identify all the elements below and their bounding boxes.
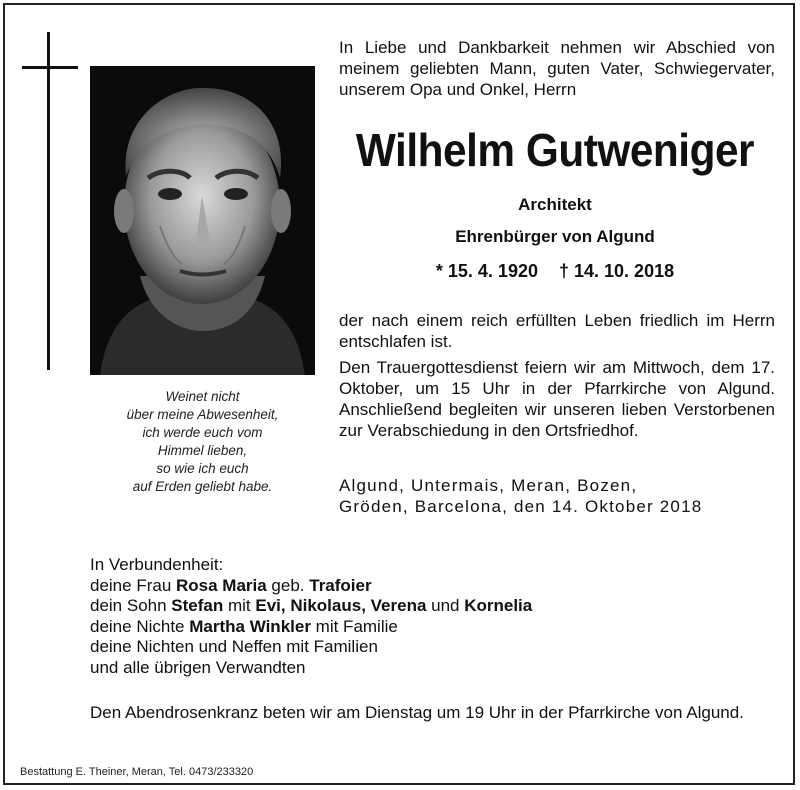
passing-text: der nach einem reich erfüllten Leben friedlich im Herrn entschlafen ist. [339, 311, 775, 351]
poem-line: auf Erden geliebt habe. [132, 479, 273, 494]
cross-icon-bar [22, 66, 78, 69]
mourners-list [90, 555, 690, 678]
poem [100, 388, 305, 496]
mourner-line: deine Frau Rosa Maria geb. Trafoier [90, 575, 372, 595]
intro-text: In Liebe und Dankbarkeit nehmen wir Abschied von meinem geliebten Mann, guten Vater, Schwiegervater, unserem Opa und Onkel, Herrn [339, 38, 775, 99]
poem-line: über meine Abwesenheit, [126, 407, 279, 422]
poem-line: Himmel lieben, [157, 443, 248, 458]
places-line: Gröden, Barcelona, den 14. Oktober 2018 [339, 497, 703, 516]
poem-line: ich werde euch vom [142, 425, 263, 440]
cross-icon [47, 32, 50, 370]
profession: Architekt [518, 195, 592, 214]
mourner-line: deine Nichte Martha Winkler mit Familie [90, 616, 398, 636]
mourner-line: deine Nichten und Neffen mit Familien [90, 637, 378, 656]
mourner-line: dein Sohn Stefan mit Evi, Nikolaus, Verena und Kornelia [90, 596, 533, 615]
deceased-name: Wilhelm Gutweniger [355, 124, 755, 176]
mourners-heading: In Verbundenheit: [90, 555, 224, 574]
death-date: † 14. 10. 2018 [559, 261, 675, 281]
honorary-title: Ehrenbürger von Algund [455, 227, 655, 246]
mourner-line: und alle übrigen Verwandten [90, 657, 306, 677]
birth-date: * 15. 4. 1920 [435, 261, 538, 281]
life-dates [340, 261, 770, 282]
places-line: Algund, Untermais, Meran, Bozen, [339, 476, 638, 495]
funeral-service-text: Den Trauergottesdienst feiern wir am Mittwoch, dem 17. Oktober, um 15 Uhr in der Pfarrkirche von Algund. Anschließend begleiten wir unseren lieben Verstorbenen zur Verabschiedung in den Ortsfriedhof. [339, 358, 775, 440]
rosary-text: Den Abendrosenkranz beten wir am Dienstag um 19 Uhr in der Pfarrkirche von Algund. [90, 703, 744, 722]
poem-line: so wie ich euch [156, 461, 249, 476]
poem-line: Weinet nicht [165, 389, 240, 404]
places-and-date [339, 475, 775, 517]
portrait-photo [90, 66, 315, 375]
funeral-home-credit: Bestattung E. Theiner, Meran, Tel. 0473/233320 [20, 766, 254, 778]
